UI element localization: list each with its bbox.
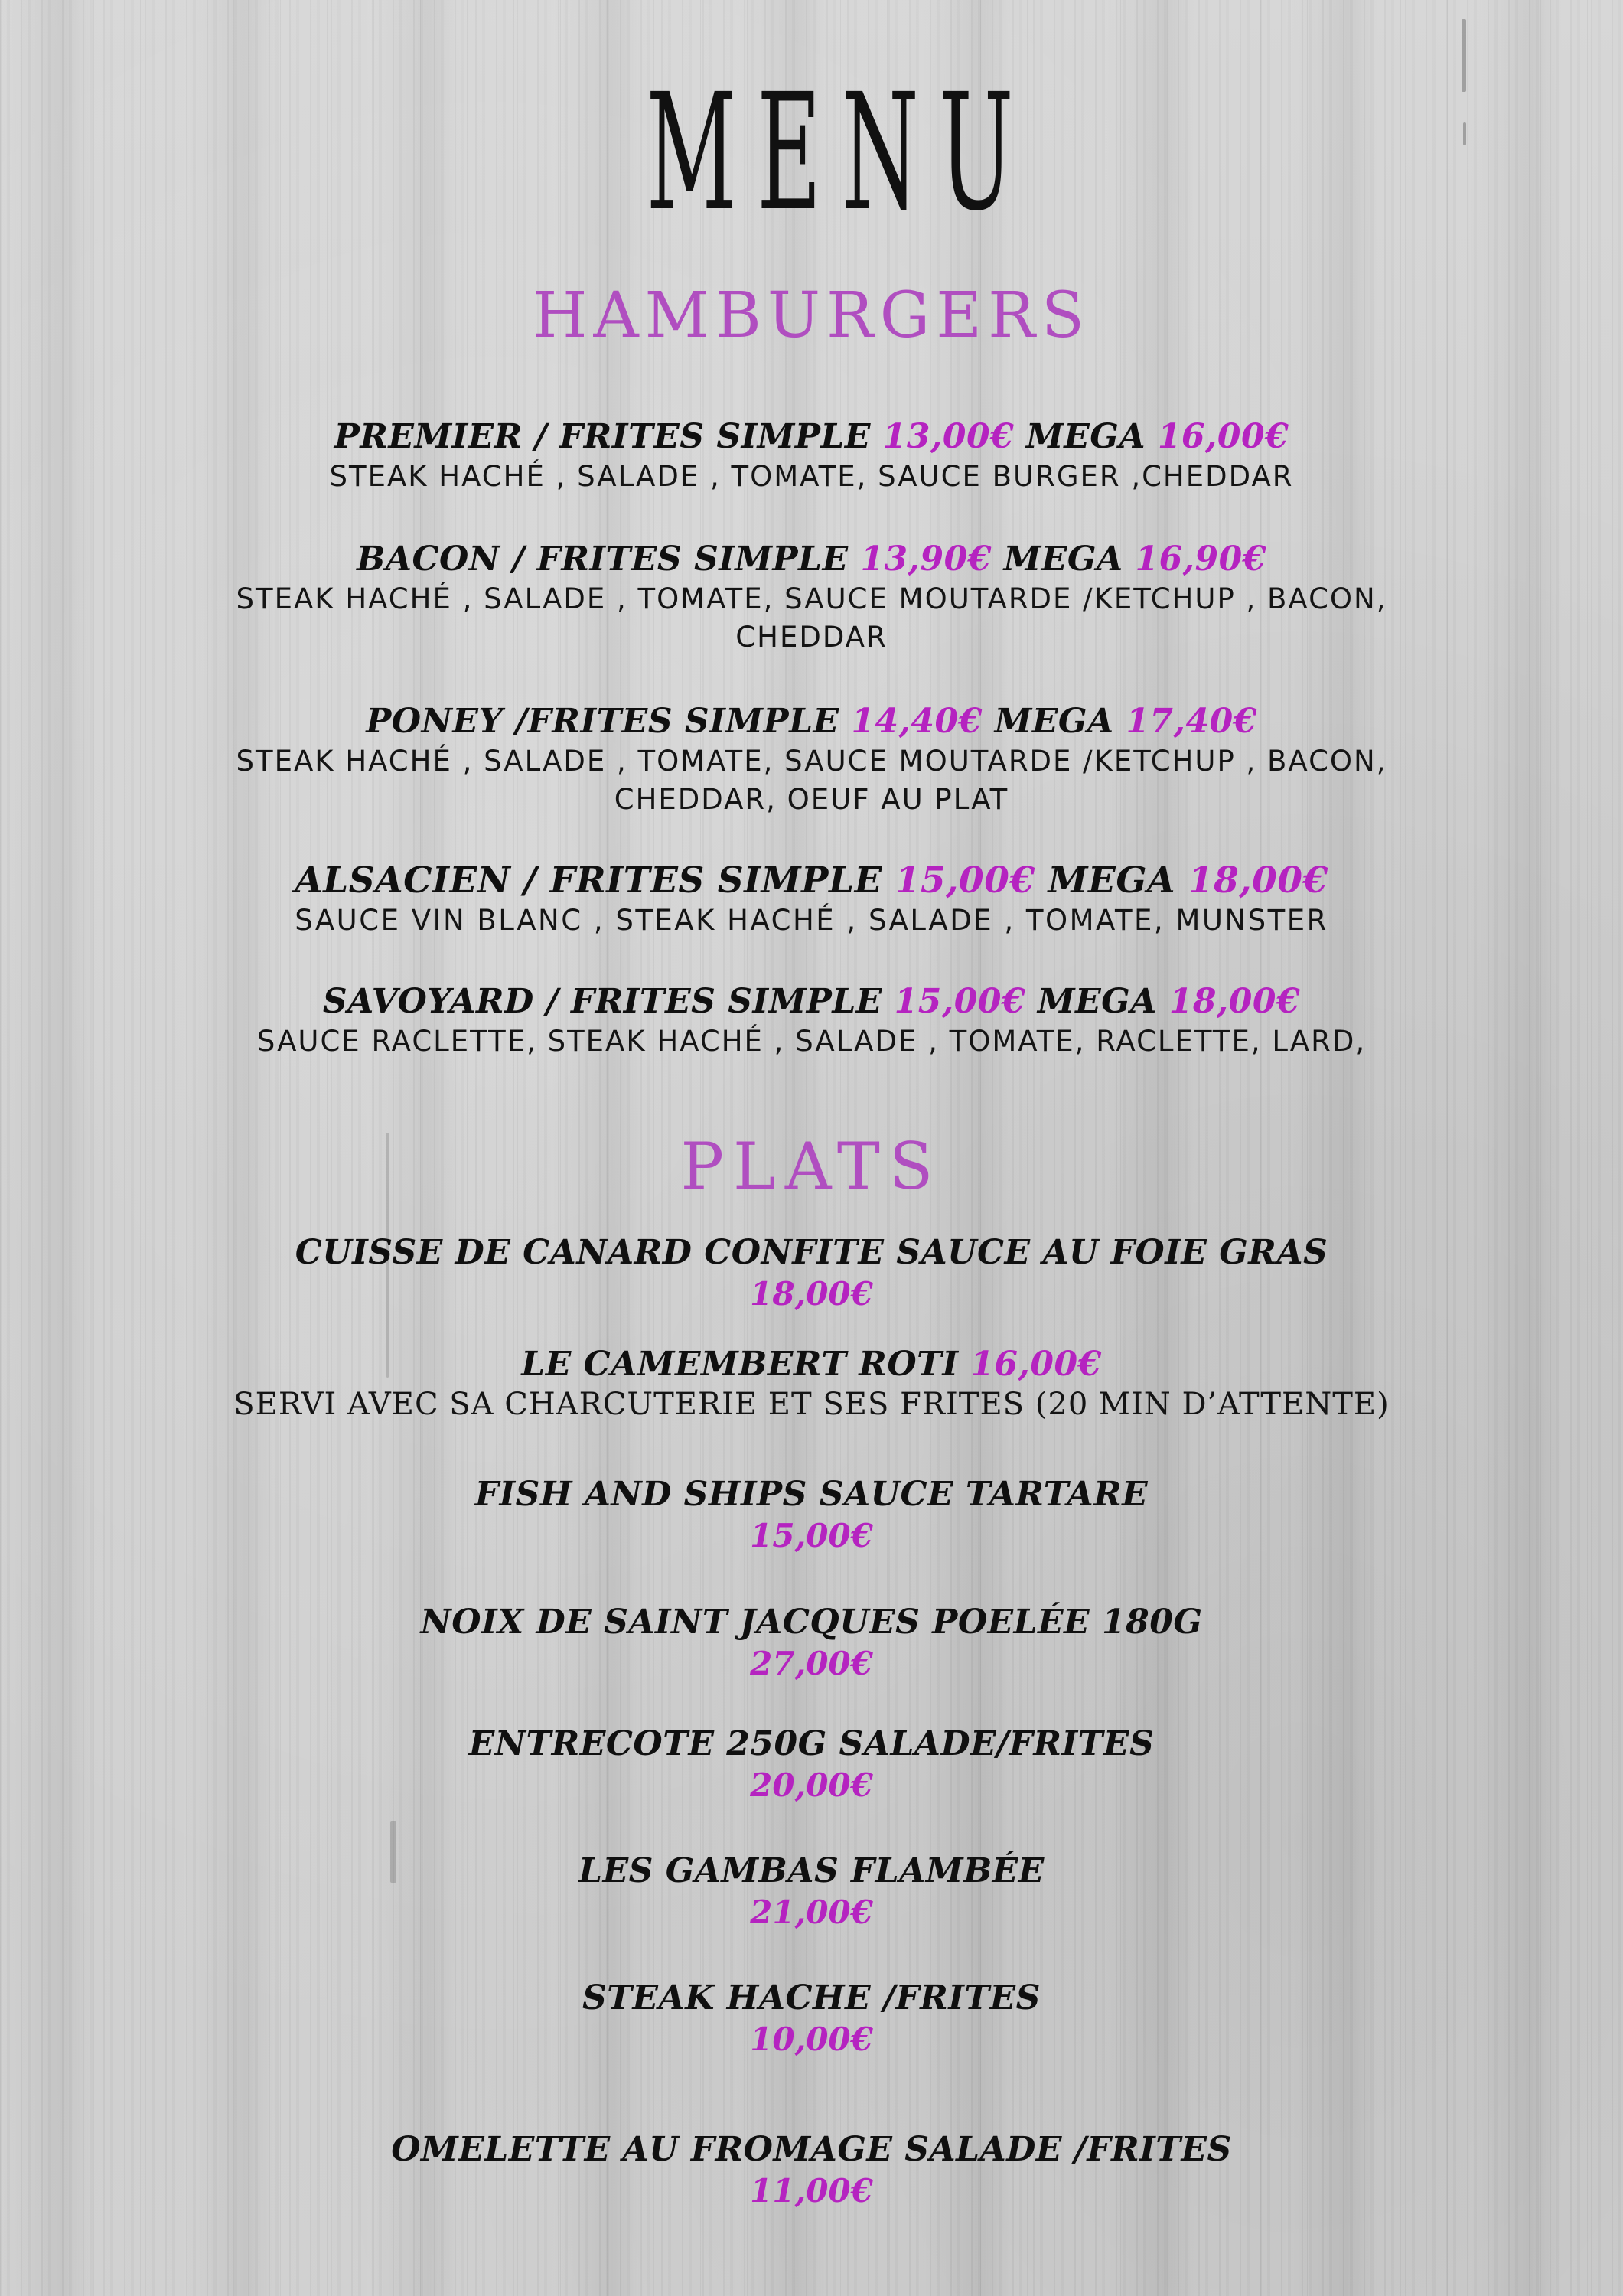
burger-name-line bbox=[0, 860, 1623, 902]
plat-price: 15,00€ bbox=[750, 1517, 873, 1554]
section-title-hamburgers: HAMBURGERS bbox=[532, 279, 1091, 352]
burger-description: STEAK HACHÉ , SALADE , TOMATE, SAUCE MOUTARDE /KETCHUP , BACON, bbox=[236, 582, 1387, 615]
burger-name-line bbox=[0, 416, 1623, 458]
plat-name: CUISSE DE CANARD CONFITE SAUCE AU FOIE GRAS bbox=[295, 1233, 1328, 1272]
burger-name-line bbox=[0, 539, 1623, 580]
plat-item bbox=[0, 1978, 1623, 2060]
burger-name: BACON / FRITES SIMPLE bbox=[357, 540, 849, 579]
plat-price: 18,00€ bbox=[750, 1275, 873, 1313]
burger-description: STEAK HACHÉ , SALADE , TOMATE, SAUCE BURGER ,CHEDDAR bbox=[329, 460, 1294, 493]
price-mega: 16,90€ bbox=[1135, 540, 1266, 579]
plat-item bbox=[0, 1851, 1623, 1933]
mega-label: MEGA bbox=[1037, 982, 1157, 1021]
price-simple: 14,40€ bbox=[851, 702, 983, 741]
plat-name: LES GAMBAS FLAMBÉE bbox=[578, 1851, 1045, 1890]
burger-name-line bbox=[0, 981, 1623, 1022]
section-title-plats: PLATS bbox=[680, 1129, 943, 1204]
burger-name-line bbox=[0, 701, 1623, 742]
plat-item bbox=[0, 1602, 1623, 1684]
plat-price: 11,00€ bbox=[750, 2172, 873, 2210]
price-mega: 18,00€ bbox=[1168, 982, 1301, 1021]
plat-price: 20,00€ bbox=[750, 1766, 873, 1804]
plat-item bbox=[0, 1344, 1623, 1424]
price-simple: 13,00€ bbox=[882, 417, 1015, 456]
burger-name: SAVOYARD / FRITES SIMPLE bbox=[322, 982, 882, 1021]
plat-item bbox=[0, 1232, 1623, 1315]
plat-price: 27,00€ bbox=[750, 1645, 873, 1682]
wood-crack-decoration bbox=[1463, 122, 1466, 145]
plat-price: 16,00€ bbox=[970, 1345, 1102, 1384]
price-mega: 16,00€ bbox=[1157, 417, 1289, 456]
plat-name: LE CAMEMBERT ROTI bbox=[521, 1345, 959, 1384]
plat-item bbox=[0, 1474, 1623, 1557]
wood-crack-decoration bbox=[1462, 19, 1466, 92]
mega-label: MEGA bbox=[994, 702, 1114, 741]
burger-item-premier bbox=[0, 416, 1623, 496]
burger-name: PREMIER / FRITES SIMPLE bbox=[334, 417, 871, 456]
plat-item bbox=[0, 2129, 1623, 2212]
burger-description: CHEDDAR bbox=[735, 621, 888, 654]
price-simple: 15,00€ bbox=[894, 982, 1026, 1021]
plat-name: OMELETTE AU FROMAGE SALADE /FRITES bbox=[391, 2130, 1232, 2169]
burger-description: SAUCE RACLETTE, STEAK HACHÉ , SALADE , TOMATE, RACLETTE, LARD, bbox=[256, 1025, 1367, 1058]
plat-name: ENTRECOTE 250G SALADE/FRITES bbox=[468, 1724, 1155, 1763]
burger-name: PONEY /FRITES SIMPLE bbox=[366, 702, 839, 741]
mega-label: MEGA bbox=[1026, 417, 1146, 456]
plat-price: 21,00€ bbox=[750, 1893, 873, 1931]
burger-item-bacon bbox=[0, 539, 1623, 657]
mega-label: MEGA bbox=[1048, 859, 1175, 902]
menu-title: MENU bbox=[646, 59, 1034, 246]
plat-description: SERVI AVEC SA CHARCUTERIE ET SES FRITES (20 MIN D’ATTENTE) bbox=[233, 1387, 1390, 1422]
plat-name: FISH AND SHIPS SAUCE TARTARE bbox=[474, 1475, 1149, 1514]
burger-item-alsacien bbox=[0, 860, 1623, 940]
price-mega: 17,40€ bbox=[1126, 702, 1257, 741]
plat-price: 10,00€ bbox=[750, 2020, 873, 2058]
plat-name: NOIX DE SAINT JACQUES POELÉE 180G bbox=[420, 1603, 1203, 1642]
burger-description: SAUCE VIN BLANC , STEAK HACHÉ , SALADE , TOMATE, MUNSTER bbox=[295, 904, 1328, 937]
burger-description: STEAK HACHÉ , SALADE , TOMATE, SAUCE MOUTARDE /KETCHUP , BACON, bbox=[236, 745, 1387, 778]
burger-name: ALSACIEN / FRITES SIMPLE bbox=[295, 859, 882, 902]
plat-name-line bbox=[0, 1344, 1623, 1385]
plat-name: STEAK HACHE /FRITES bbox=[582, 1978, 1041, 2017]
price-mega: 18,00€ bbox=[1188, 859, 1328, 902]
mega-label: MEGA bbox=[1003, 540, 1123, 579]
burger-description: CHEDDAR, OEUF AU PLAT bbox=[614, 783, 1009, 816]
burger-item-poney bbox=[0, 701, 1623, 819]
price-simple: 15,00€ bbox=[895, 859, 1035, 902]
burger-item-savoyard bbox=[0, 981, 1623, 1061]
plat-item bbox=[0, 1724, 1623, 1806]
price-simple: 13,90€ bbox=[860, 540, 992, 579]
